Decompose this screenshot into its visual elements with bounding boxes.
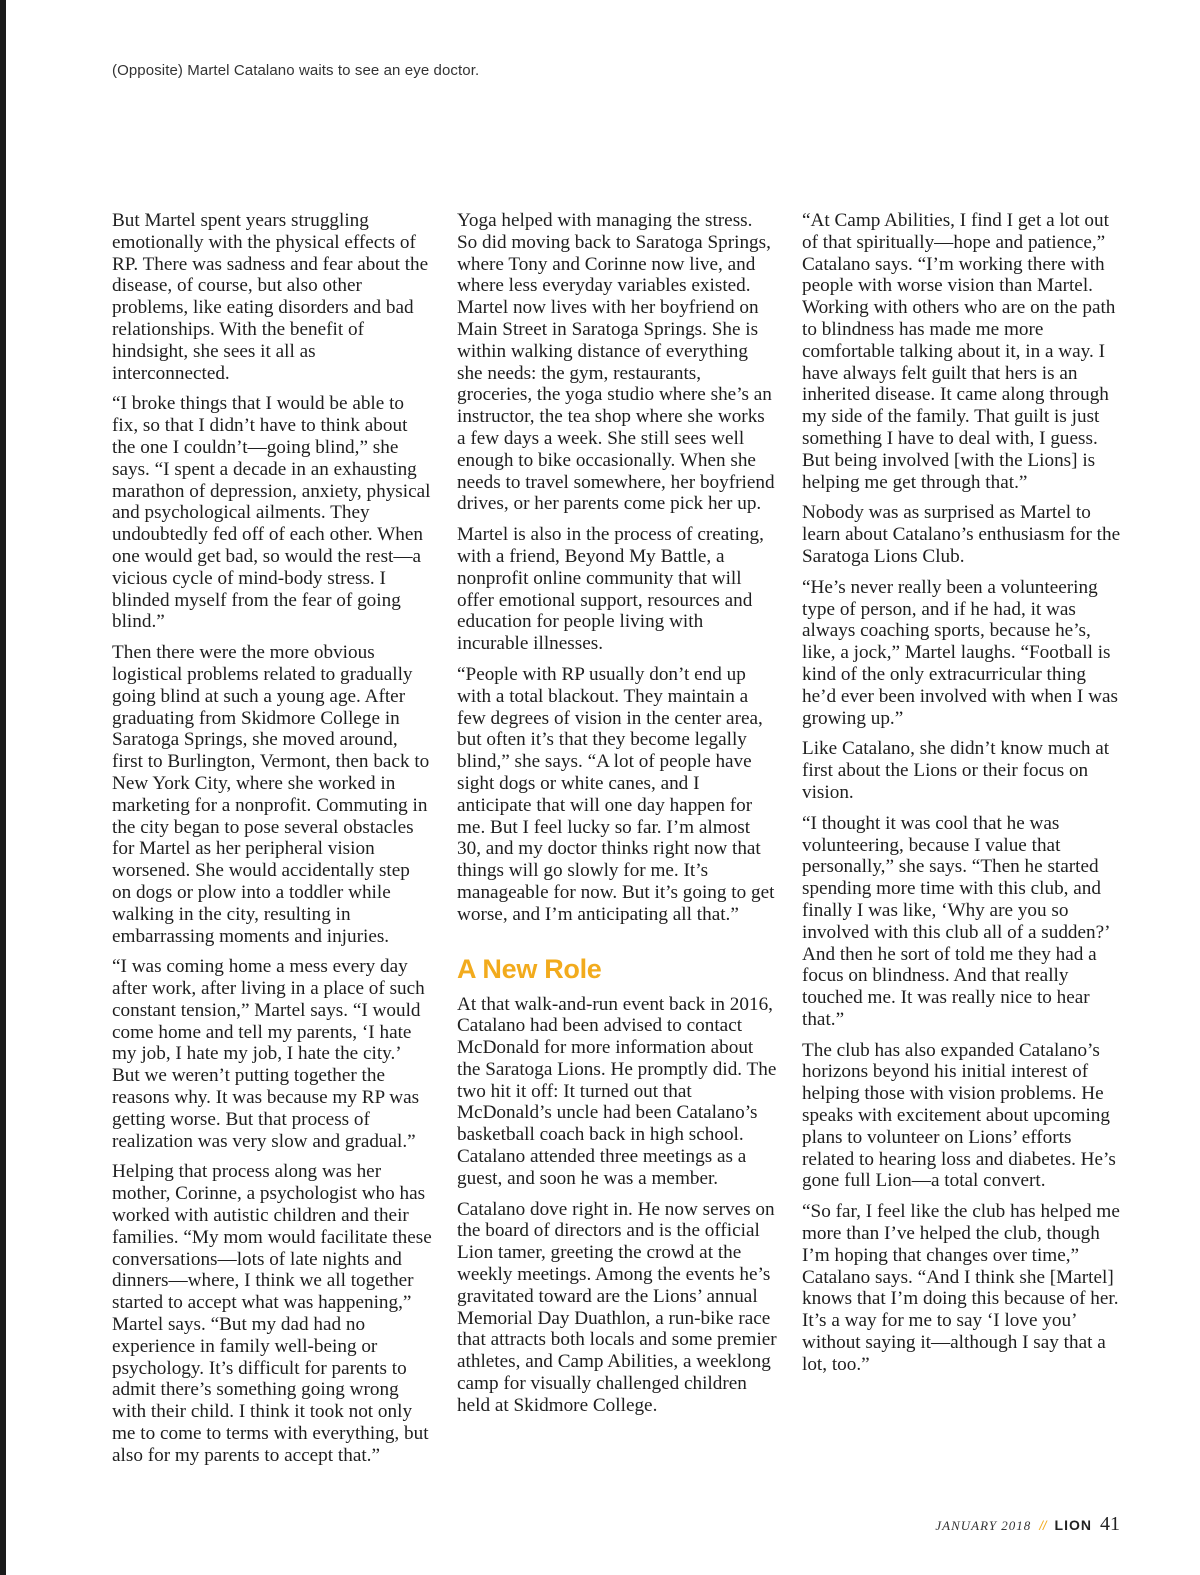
body-paragraph: Martel is also in the process of creating, with a friend, Beyond My Battle, a nonprofit online community that will offer emotional support, resources and education for people living with incurable illnesses. [457, 524, 764, 655]
body-paragraph: But Martel spent years struggling emotionally with the physical effects of RP. There was sadness and fear about the disease, of course, but also other problems, like eating disorders and bad relationships. With the benefit of hindsight, she sees it all as interconnected. [112, 210, 429, 384]
body-paragraph: “I thought it was cool that he was volunteering, because I value that personally,” she says. “Then he started spending more time with this club, and finally I was like, ‘Why are you so involved with this club all of a sudden?’ And then he sort of told me they had a focus on blindness. And that really touched me. It was really nice to hear that.” [802, 812, 1110, 1030]
body-paragraph: “So far, I feel like the club has helped me more than I’ve helped the club, though I’m hoping that changes over time,” Catalano says. “And I think she [Martel] knows that I’m doing this because of her. It’s a way for me to say ‘I love you’ without saying it—although I say that a lot, too.” [802, 1201, 1120, 1375]
body-paragraph: “I broke things that I would be able to fix, so that I didn’t have to think about the one I couldn’t—going blind,” she says. “I spent a decade in an exhausting marathon of depression, anxiety, physical and psychological ailments. They undoubtedly fed off of each other. When one would get bad, so would the rest—a vicious cycle of mind-body stress. I blinded myself from the fear of going blind.” [112, 393, 431, 633]
footer-separator: // [1039, 1518, 1047, 1533]
issue-date: JANUARY 2018 [935, 1518, 1032, 1533]
article-column-1 [112, 210, 432, 1476]
body-paragraph: Yoga helped with managing the stress. So did moving back to Saratoga Springs, where Tony and Corinne now live, and where less everyday variables existed. Martel now lives with her boyfriend on Main Street in Saratoga Springs. She is within walking distance of everything she needs: the gym, restaurants, groceries, the yoga studio where she’s an instructor, the tea shop where she works a few days a week. She still sees well enough to bike occasionally. When she needs to travel somewhere, her boyfriend drives, or her parents come pick her up. [457, 210, 775, 515]
body-paragraph: The club has also expanded Catalano’s horizons beyond his initial interest of helping those with vision problems. He speaks with excitement about upcoming plans to volunteer on Lions’ efforts related to hearing loss and diabetes. He’s gone full Lion—a total convert. [802, 1039, 1116, 1192]
body-paragraph: Like Catalano, she didn’t know much at first about the Lions or their focus on vision. [802, 738, 1110, 803]
page-number: 41 [1100, 1513, 1120, 1535]
body-paragraph: “People with RP usually don’t end up with a total blackout. They maintain a few degrees of vision in the center area, but often it’s that they become legally blind,” she says. “A lot of people have sight dogs or white canes, and I anticipate that will one day happen for me. But I feel lucky so far. I’m almost 30, and my doctor thinks right now that things will go slowly for me. It’s manageable for now. But it’s going to get worse, and I’m anticipating all that.” [457, 663, 775, 925]
body-paragraph: “He’s never really been a volunteering type of person, and if he had, it was always coaching sports, because he’s, like, a jock,” Martel laughs. “Football is kind of the only extracurricular thing he’d ever been involved with when I was growing up.” [802, 576, 1118, 729]
magazine-name: LION [1054, 1517, 1092, 1533]
body-paragraph: “I was coming home a mess every day after work, after living in a place of such constant tension,” Martel says. “I would come home and tell my parents, ‘I hate my job, I hate my job, I hate the city.’ But we weren’t putting together the reasons why. It was because my RP was getting worse. But that process of realization was very slow and gradual.” [112, 956, 425, 1152]
article-column-2 [457, 210, 777, 1426]
body-paragraph: At that walk-and-run event back in 2016, Catalano had been advised to contact McDonald for more information about the Saratoga Lions. He promptly did. The two hit it off: It turned out that McDonald’s uncle had been Catalano’s basketball coach back in high school. Catalano attended three meetings as a guest, and soon he was a member. [457, 993, 777, 1189]
section-heading: A New Role [457, 953, 602, 984]
body-paragraph: Nobody was as surprised as Martel to learn about Catalano’s enthusiasm for the Saratoga Lions Club. [802, 502, 1121, 567]
body-paragraph: Then there were the more obvious logistical problems related to gradually going blind at such a young age. After graduating from Skidmore College in Saratoga Springs, she moved around, first to Burlington, Vermont, then back to New York City, where she worked in marketing for a nonprofit. Commuting in the city began to pose several obstacles for Martel as her peripheral vision worsened. She would accidentally step on dogs or plow into a toddler while walking in the city, resulting in embarrassing moments and injuries. [112, 642, 430, 947]
photo-caption: (Opposite) Martel Catalano waits to see an eye doctor. [112, 62, 480, 79]
body-paragraph: “At Camp Abilities, I find I get a lot out of that spiritually—hope and patience,” Catalano says. “I’m working there with people with worse vision than Martel. Working with others who are on the path to blindness has made me more comfortable talking about it, in a way. I have always felt guilt that hers is an inherited disease. It came along through my side of the family. That guilt is just something I have to deal with, I guess. But being involved [with the Lions] is helping me get through that.” [802, 210, 1116, 493]
body-paragraph: Helping that process along was her mother, Corinne, a psychologist who has worked with autistic children and their families. “My mom would facilitate these conversations—lots of late nights and dinners—where, I think we all together started to accept what was happening,” Martel says. “But my dad had no experience in family well-being or psychology. It’s difficult for parents to admit there’s something going wrong with their child. I think it took not only me to come to terms with everything, but also for my parents to accept that.” [112, 1161, 432, 1466]
page-edge-rule [0, 0, 6, 1575]
page-footer [935, 1513, 1120, 1536]
article-column-3 [802, 210, 1122, 1385]
body-paragraph: Catalano dove right in. He now serves on the board of directors and is the official Lion tamer, greeting the crowd at the weekly meetings. Among the events he’s gravitated toward are the Lions’ annual Memorial Day Duathlon, a run-bike race that attracts both locals and some premier athletes, and Camp Abilities, a weeklong camp for visually challenged children held at Skidmore College. [457, 1198, 777, 1416]
